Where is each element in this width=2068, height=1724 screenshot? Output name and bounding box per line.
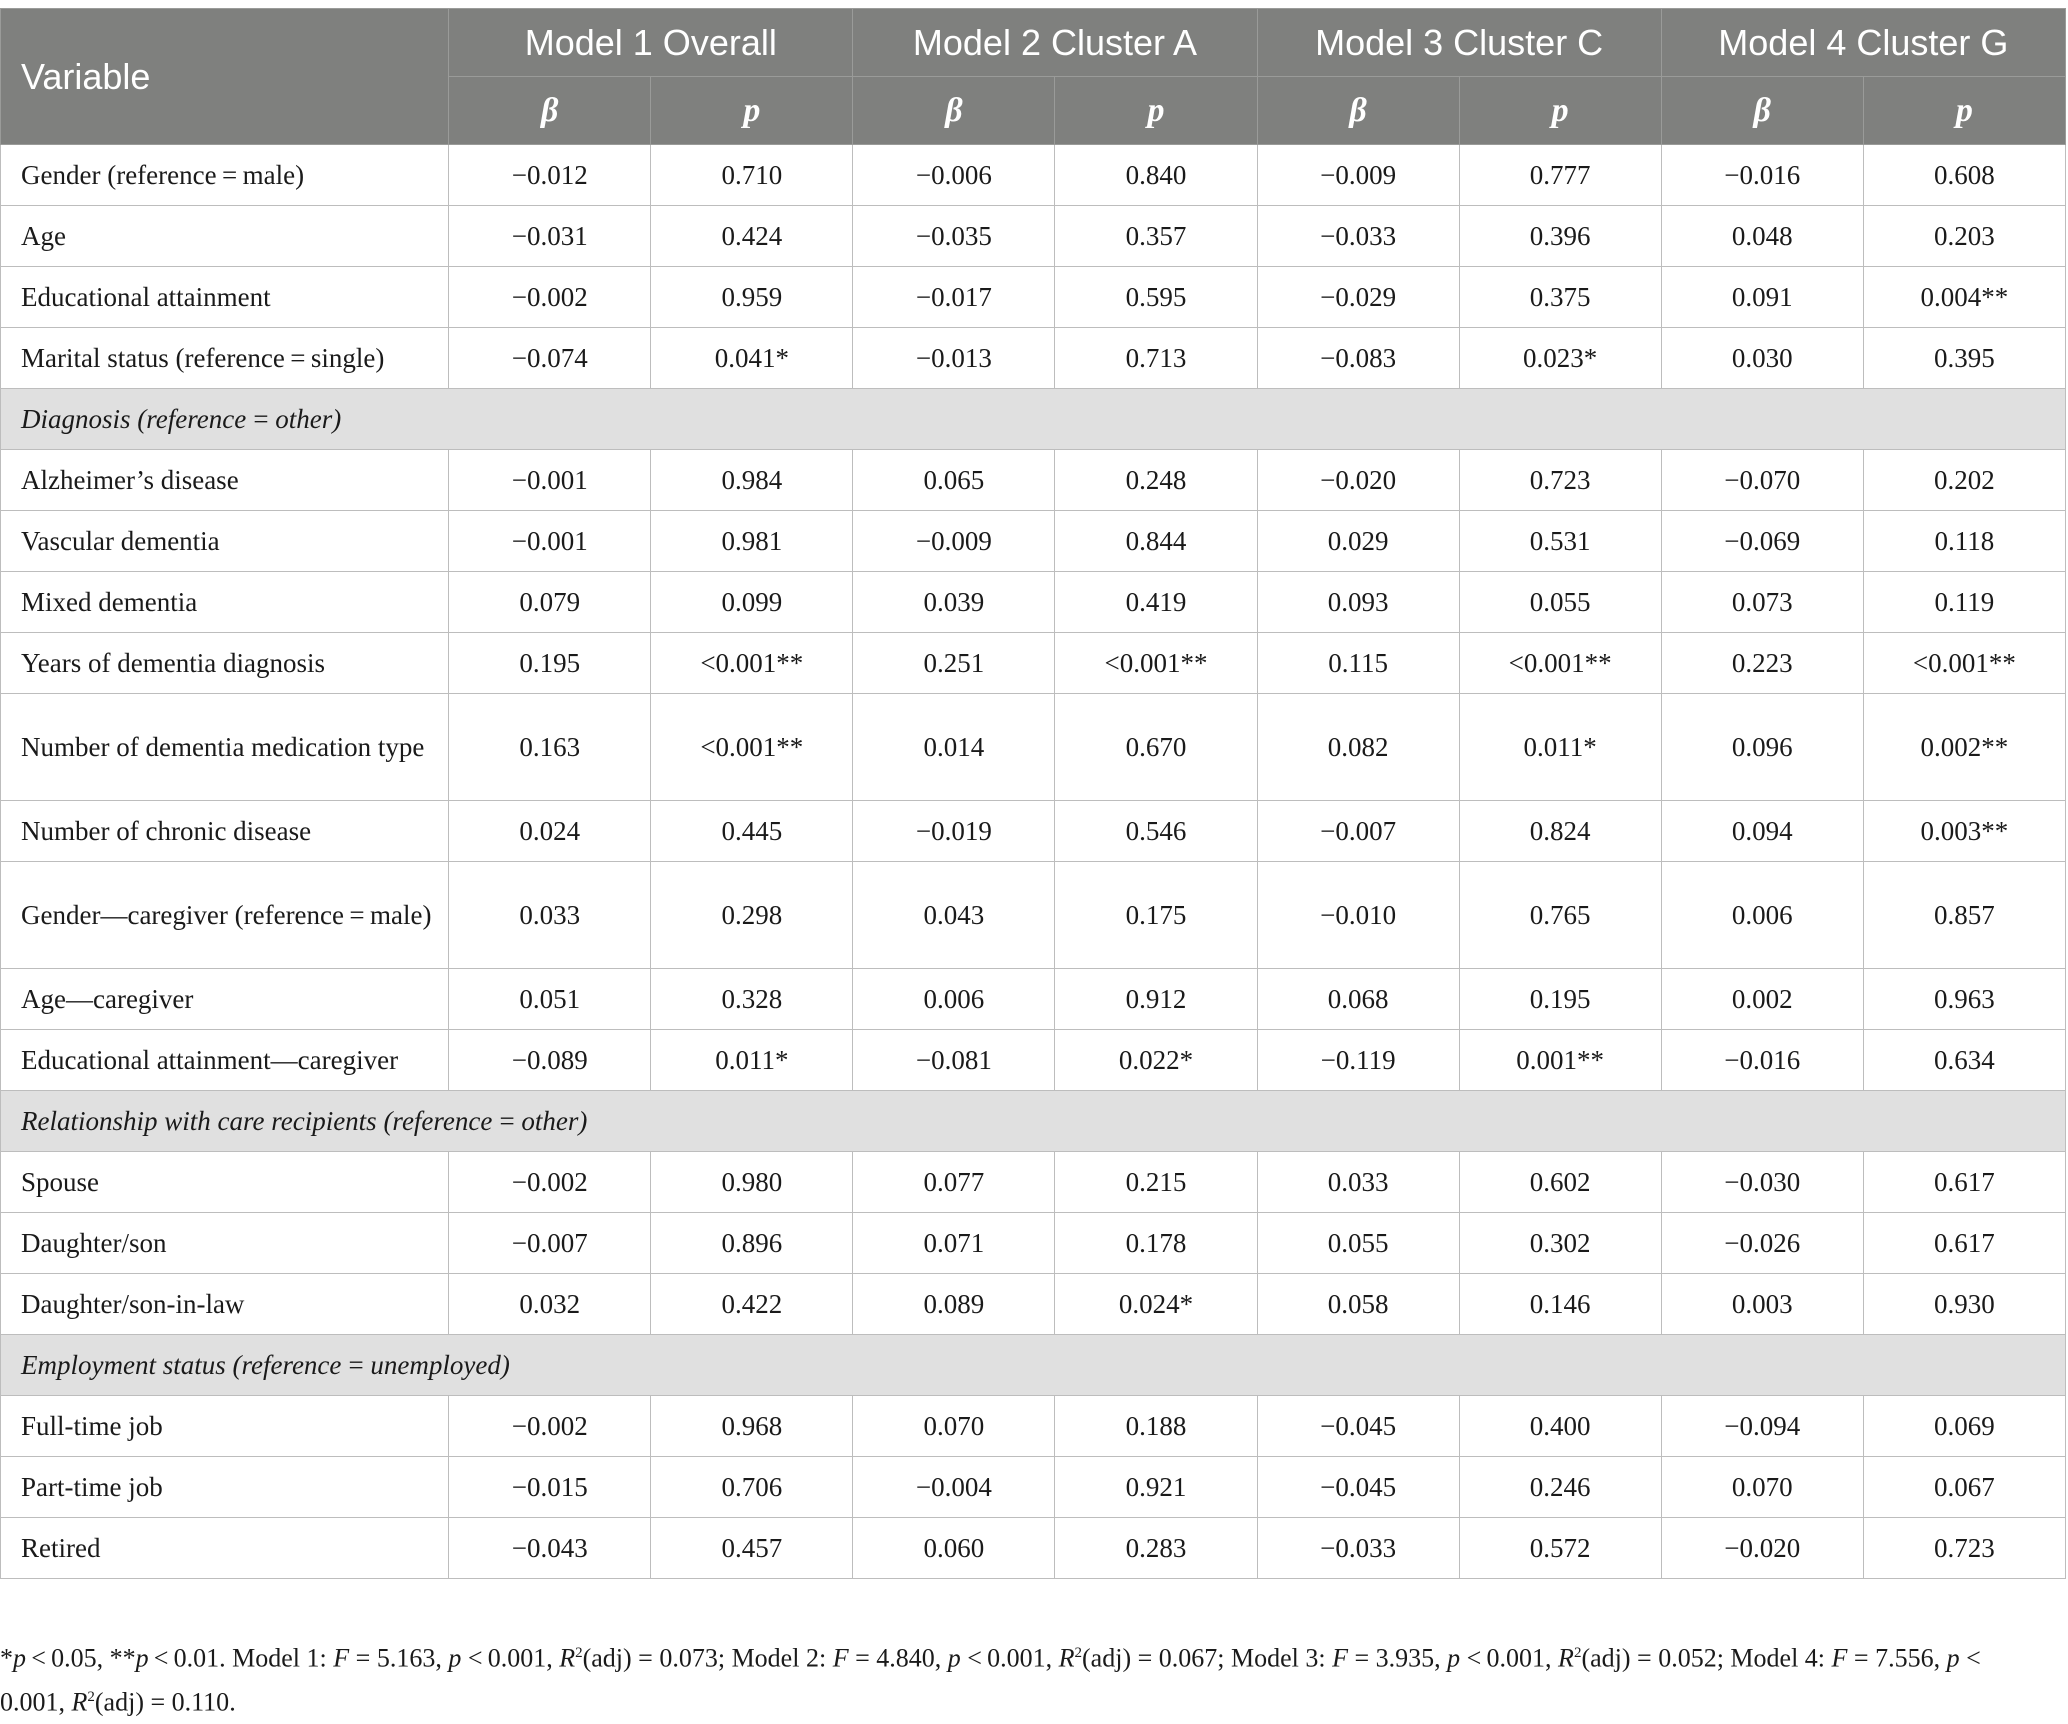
variable-label: Mixed dementia xyxy=(1,572,449,633)
beta-header: β xyxy=(1661,77,1863,145)
p-value-cell: 0.670 xyxy=(1055,694,1257,801)
beta-cell: −0.009 xyxy=(853,511,1055,572)
model-4-header: Model 4 Cluster G xyxy=(1661,9,2065,77)
p-value-cell: 0.203 xyxy=(1863,206,2065,267)
p-value-cell: 0.202 xyxy=(1863,450,2065,511)
p-value-cell: 0.188 xyxy=(1055,1396,1257,1457)
p-value-cell: 0.981 xyxy=(651,511,853,572)
p-value-cell: 0.011* xyxy=(1459,694,1661,801)
beta-cell: 0.029 xyxy=(1257,511,1459,572)
beta-cell: 0.082 xyxy=(1257,694,1459,801)
table-row xyxy=(1,1213,2066,1274)
beta-cell: −0.007 xyxy=(449,1213,651,1274)
p-value-cell: 0.424 xyxy=(651,206,853,267)
variable-label: Marital status (reference = single) xyxy=(1,328,449,389)
beta-cell: −0.119 xyxy=(1257,1030,1459,1091)
p-value-cell: 0.298 xyxy=(651,862,853,969)
p-value-cell: 0.546 xyxy=(1055,801,1257,862)
variable-label: Number of dementia medication type xyxy=(1,694,449,801)
p-value-cell: 0.706 xyxy=(651,1457,853,1518)
beta-cell: 0.073 xyxy=(1661,572,1863,633)
beta-cell: −0.017 xyxy=(853,267,1055,328)
beta-cell: 0.223 xyxy=(1661,633,1863,694)
table-row xyxy=(1,969,2066,1030)
p-value-cell: 0.283 xyxy=(1055,1518,1257,1579)
beta-cell: 0.024 xyxy=(449,801,651,862)
beta-cell: −0.001 xyxy=(449,450,651,511)
table-row xyxy=(1,801,2066,862)
p-value-cell: 0.328 xyxy=(651,969,853,1030)
variable-label: Vascular dementia xyxy=(1,511,449,572)
variable-label: Full-time job xyxy=(1,1396,449,1457)
p-value-cell: 0.041* xyxy=(651,328,853,389)
beta-cell: 0.091 xyxy=(1661,267,1863,328)
p-value-cell: 0.023* xyxy=(1459,328,1661,389)
beta-header: β xyxy=(449,77,651,145)
p-value-cell: 0.195 xyxy=(1459,969,1661,1030)
p-value-cell: 0.011* xyxy=(651,1030,853,1091)
beta-cell: −0.043 xyxy=(449,1518,651,1579)
variable-label: Age xyxy=(1,206,449,267)
beta-cell: −0.083 xyxy=(1257,328,1459,389)
beta-cell: −0.069 xyxy=(1661,511,1863,572)
table-row xyxy=(1,572,2066,633)
beta-cell: 0.077 xyxy=(853,1152,1055,1213)
table-row xyxy=(1,145,2066,206)
beta-cell: −0.004 xyxy=(853,1457,1055,1518)
p-value-cell: 0.617 xyxy=(1863,1213,2065,1274)
p-value-cell: 0.617 xyxy=(1863,1152,2065,1213)
table-row xyxy=(1,328,2066,389)
p-header: p xyxy=(651,77,853,145)
p-value-cell: 0.419 xyxy=(1055,572,1257,633)
table-row xyxy=(1,1152,2066,1213)
variable-label: Daughter/son-in-law xyxy=(1,1274,449,1335)
section-row xyxy=(1,1335,2066,1396)
p-value-cell: 0.963 xyxy=(1863,969,2065,1030)
beta-cell: 0.089 xyxy=(853,1274,1055,1335)
p-value-cell: 0.921 xyxy=(1055,1457,1257,1518)
p-value-cell: 0.302 xyxy=(1459,1213,1661,1274)
p-value-cell: 0.959 xyxy=(651,267,853,328)
p-value-cell: 0.175 xyxy=(1055,862,1257,969)
table-row xyxy=(1,450,2066,511)
table-header xyxy=(1,9,2066,145)
p-value-cell: 0.457 xyxy=(651,1518,853,1579)
p-value-cell: <0.001** xyxy=(1459,633,1661,694)
p-value-cell: 0.248 xyxy=(1055,450,1257,511)
variable-label: Gender—caregiver (reference = male) xyxy=(1,862,449,969)
p-value-cell: 0.395 xyxy=(1863,328,2065,389)
beta-cell: 0.195 xyxy=(449,633,651,694)
p-value-cell: 0.001** xyxy=(1459,1030,1661,1091)
beta-cell: 0.032 xyxy=(449,1274,651,1335)
beta-cell: 0.251 xyxy=(853,633,1055,694)
beta-cell: 0.065 xyxy=(853,450,1055,511)
p-value-cell: 0.022* xyxy=(1055,1030,1257,1091)
variable-label: Years of dementia diagnosis xyxy=(1,633,449,694)
p-value-cell: 0.710 xyxy=(651,145,853,206)
table-row xyxy=(1,511,2066,572)
variable-label: Educational attainment xyxy=(1,267,449,328)
p-value-cell: 0.069 xyxy=(1863,1396,2065,1457)
p-value-cell: 0.396 xyxy=(1459,206,1661,267)
section-row xyxy=(1,1091,2066,1152)
table-body xyxy=(1,145,2066,1579)
p-value-cell: 0.765 xyxy=(1459,862,1661,969)
regression-table xyxy=(0,8,2066,1579)
beta-cell: −0.081 xyxy=(853,1030,1055,1091)
beta-cell: 0.071 xyxy=(853,1213,1055,1274)
beta-cell: −0.094 xyxy=(1661,1396,1863,1457)
beta-cell: −0.002 xyxy=(449,1152,651,1213)
beta-cell: −0.013 xyxy=(853,328,1055,389)
beta-cell: −0.016 xyxy=(1661,1030,1863,1091)
beta-cell: −0.015 xyxy=(449,1457,651,1518)
beta-cell: 0.068 xyxy=(1257,969,1459,1030)
beta-cell: −0.019 xyxy=(853,801,1055,862)
beta-cell: −0.033 xyxy=(1257,206,1459,267)
beta-cell: 0.030 xyxy=(1661,328,1863,389)
p-value-cell: 0.178 xyxy=(1055,1213,1257,1274)
p-value-cell: 0.531 xyxy=(1459,511,1661,572)
p-value-cell: 0.634 xyxy=(1863,1030,2065,1091)
p-header: p xyxy=(1055,77,1257,145)
beta-cell: −0.029 xyxy=(1257,267,1459,328)
beta-cell: 0.033 xyxy=(1257,1152,1459,1213)
beta-cell: 0.096 xyxy=(1661,694,1863,801)
variable-label: Part-time job xyxy=(1,1457,449,1518)
beta-cell: −0.089 xyxy=(449,1030,651,1091)
p-value-cell: 0.572 xyxy=(1459,1518,1661,1579)
model-2-header: Model 2 Cluster A xyxy=(853,9,1257,77)
beta-cell: −0.033 xyxy=(1257,1518,1459,1579)
table-row xyxy=(1,206,2066,267)
variable-label: Daughter/son xyxy=(1,1213,449,1274)
beta-cell: −0.070 xyxy=(1661,450,1863,511)
p-value-cell: 0.723 xyxy=(1863,1518,2065,1579)
section-label: Relationship with care recipients (reference = other) xyxy=(1,1091,2066,1152)
p-value-cell: 0.422 xyxy=(651,1274,853,1335)
variable-label: Alzheimer’s disease xyxy=(1,450,449,511)
p-value-cell: 0.067 xyxy=(1863,1457,2065,1518)
beta-cell: 0.014 xyxy=(853,694,1055,801)
beta-header: β xyxy=(1257,77,1459,145)
beta-cell: −0.020 xyxy=(1257,450,1459,511)
section-label: Diagnosis (reference = other) xyxy=(1,389,2066,450)
variable-label: Educational attainment—caregiver xyxy=(1,1030,449,1091)
variable-header: Variable xyxy=(1,9,449,145)
beta-header: β xyxy=(853,77,1055,145)
beta-cell: 0.163 xyxy=(449,694,651,801)
p-value-cell: 0.608 xyxy=(1863,145,2065,206)
model-3-header: Model 3 Cluster C xyxy=(1257,9,1661,77)
beta-cell: 0.070 xyxy=(1661,1457,1863,1518)
beta-cell: 0.079 xyxy=(449,572,651,633)
p-value-cell: 0.844 xyxy=(1055,511,1257,572)
p-value-cell: 0.445 xyxy=(651,801,853,862)
beta-cell: −0.031 xyxy=(449,206,651,267)
beta-cell: −0.010 xyxy=(1257,862,1459,969)
beta-cell: 0.051 xyxy=(449,969,651,1030)
variable-label: Retired xyxy=(1,1518,449,1579)
p-value-cell: 0.912 xyxy=(1055,969,1257,1030)
p-value-cell: 0.595 xyxy=(1055,267,1257,328)
variable-label: Number of chronic disease xyxy=(1,801,449,862)
beta-cell: −0.074 xyxy=(449,328,651,389)
beta-cell: 0.039 xyxy=(853,572,1055,633)
variable-label: Age—caregiver xyxy=(1,969,449,1030)
p-value-cell: 0.099 xyxy=(651,572,853,633)
beta-cell: −0.026 xyxy=(1661,1213,1863,1274)
section-row xyxy=(1,389,2066,450)
table-footnote: *p < 0.05, **p < 0.01. Model 1: F = 5.163, p < 0.001, $R^2(adj) = 0.073$; Model 2: F = 4.840, p < 0.001, $R^2(adj) = 0.067$; Model 3: F = 3.935, p < 0.001, $R^2(adj) = 0.052$; Model 4: F = 7.556, p < 0.001, $R^2(adj) = 0.110$. xyxy=(0,1643,1986,1717)
beta-cell: 0.070 xyxy=(853,1396,1055,1457)
beta-cell: −0.001 xyxy=(449,511,651,572)
p-value-cell: 0.146 xyxy=(1459,1274,1661,1335)
p-value-cell: 0.777 xyxy=(1459,145,1661,206)
p-value-cell: <0.001** xyxy=(651,694,853,801)
p-value-cell: 0.215 xyxy=(1055,1152,1257,1213)
p-value-cell: 0.713 xyxy=(1055,328,1257,389)
p-value-cell: 0.004** xyxy=(1863,267,2065,328)
p-value-cell: <0.001** xyxy=(1863,633,2065,694)
variable-label: Gender (reference = male) xyxy=(1,145,449,206)
p-value-cell: 0.930 xyxy=(1863,1274,2065,1335)
table-row xyxy=(1,694,2066,801)
p-value-cell: 0.375 xyxy=(1459,267,1661,328)
p-value-cell: 0.400 xyxy=(1459,1396,1661,1457)
table-row xyxy=(1,1457,2066,1518)
beta-cell: 0.006 xyxy=(853,969,1055,1030)
beta-cell: 0.033 xyxy=(449,862,651,969)
model-1-header: Model 1 Overall xyxy=(449,9,853,77)
p-value-cell: 0.002** xyxy=(1863,694,2065,801)
beta-cell: −0.007 xyxy=(1257,801,1459,862)
p-value-cell: 0.357 xyxy=(1055,206,1257,267)
p-value-cell: 0.602 xyxy=(1459,1152,1661,1213)
beta-cell: −0.002 xyxy=(449,1396,651,1457)
beta-cell: −0.030 xyxy=(1661,1152,1863,1213)
beta-cell: −0.045 xyxy=(1257,1396,1459,1457)
p-value-cell: 0.723 xyxy=(1459,450,1661,511)
table-row xyxy=(1,1030,2066,1091)
beta-cell: 0.115 xyxy=(1257,633,1459,694)
table-row xyxy=(1,862,2066,969)
beta-cell: 0.060 xyxy=(853,1518,1055,1579)
beta-cell: −0.016 xyxy=(1661,145,1863,206)
beta-cell: 0.094 xyxy=(1661,801,1863,862)
p-value-cell: 0.118 xyxy=(1863,511,2065,572)
beta-cell: 0.043 xyxy=(853,862,1055,969)
p-value-cell: 0.824 xyxy=(1459,801,1661,862)
p-value-cell: 0.896 xyxy=(651,1213,853,1274)
table-row xyxy=(1,1396,2066,1457)
p-header: p xyxy=(1459,77,1661,145)
p-value-cell: 0.984 xyxy=(651,450,853,511)
table-row xyxy=(1,267,2066,328)
beta-cell: 0.048 xyxy=(1661,206,1863,267)
variable-label: Spouse xyxy=(1,1152,449,1213)
p-value-cell: <0.001** xyxy=(651,633,853,694)
beta-cell: 0.002 xyxy=(1661,969,1863,1030)
p-value-cell: <0.001** xyxy=(1055,633,1257,694)
beta-cell: −0.012 xyxy=(449,145,651,206)
beta-cell: −0.035 xyxy=(853,206,1055,267)
p-value-cell: 0.246 xyxy=(1459,1457,1661,1518)
beta-cell: 0.006 xyxy=(1661,862,1863,969)
table-row xyxy=(1,1518,2066,1579)
p-value-cell: 0.840 xyxy=(1055,145,1257,206)
p-value-cell: 0.119 xyxy=(1863,572,2065,633)
beta-cell: −0.006 xyxy=(853,145,1055,206)
beta-cell: 0.055 xyxy=(1257,1213,1459,1274)
p-value-cell: 0.980 xyxy=(651,1152,853,1213)
beta-cell: −0.009 xyxy=(1257,145,1459,206)
p-value-cell: 0.857 xyxy=(1863,862,2065,969)
p-value-cell: 0.003** xyxy=(1863,801,2065,862)
beta-cell: 0.093 xyxy=(1257,572,1459,633)
beta-cell: −0.045 xyxy=(1257,1457,1459,1518)
table-row xyxy=(1,633,2066,694)
p-value-cell: 0.024* xyxy=(1055,1274,1257,1335)
section-label: Employment status (reference = unemployed) xyxy=(1,1335,2066,1396)
beta-cell: 0.058 xyxy=(1257,1274,1459,1335)
beta-cell: −0.020 xyxy=(1661,1518,1863,1579)
p-header: p xyxy=(1863,77,2065,145)
beta-cell: −0.002 xyxy=(449,267,651,328)
beta-cell: 0.003 xyxy=(1661,1274,1863,1335)
p-value-cell: 0.055 xyxy=(1459,572,1661,633)
table-row xyxy=(1,1274,2066,1335)
p-value-cell: 0.968 xyxy=(651,1396,853,1457)
